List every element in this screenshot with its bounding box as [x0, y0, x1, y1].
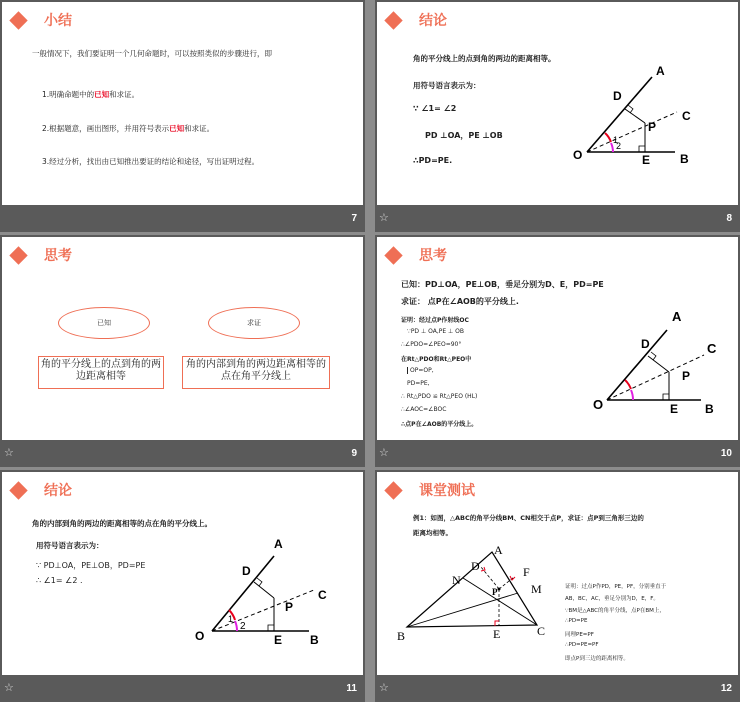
label-C: C — [318, 588, 327, 602]
proof-line-6: PD=PE, — [407, 380, 430, 387]
star-icon[interactable]: ☆ — [4, 446, 14, 459]
symbol-label: 用符号语言表示为： — [413, 81, 481, 90]
step-3: 3.经过分析，找出由已知推出要证的结论和途径，写出证明过程。 — [42, 157, 260, 166]
symbol-label: 用符号语言表示为： — [36, 541, 104, 550]
question-line-1: 例1：如图，△ABC的角平分线BM、CN相交于点P，求证：点P到三角形三边的 — [413, 514, 644, 522]
given-line: ∵ ∠1= ∠2 — [413, 104, 457, 113]
label-E: E — [670, 402, 679, 416]
page-number: 10 — [720, 448, 732, 459]
slide-thumbnail-11[interactable] — [0, 470, 365, 702]
label-B: B — [310, 633, 319, 647]
intro-text: 一般情况下，我们要证明一个几何命题时，可以按照类似的步骤进行，即 — [32, 49, 272, 58]
slide-thumbnail-9[interactable] — [0, 235, 365, 467]
proof-line-5: 同理PE=PF — [565, 632, 594, 638]
slide-canvas — [2, 2, 363, 205]
star-icon[interactable]: ☆ — [4, 681, 14, 694]
star-icon[interactable]: ☆ — [379, 681, 389, 694]
slide-thumbnail-8[interactable] — [375, 0, 740, 232]
conclusion-line: ∴ ∠1= ∠2 . — [36, 576, 83, 585]
triangle-diagram — [377, 472, 738, 675]
label-N: N — [452, 573, 461, 587]
proof-line-1: 证明：经过点P作射线OC — [401, 317, 469, 324]
slide-canvas — [377, 472, 738, 675]
label-O: O — [593, 397, 604, 412]
label-M: M — [531, 582, 542, 596]
diamond-icon — [9, 11, 27, 29]
slide-thumbnail-7[interactable] — [0, 0, 365, 232]
page-number: 11 — [346, 683, 357, 694]
label-D: D — [641, 337, 650, 351]
known-oval: 已知 — [58, 307, 150, 339]
slide-canvas — [377, 2, 738, 205]
label-angle-1: 1 — [613, 135, 619, 145]
proof-line-3: ∵BM是△ABC的角平分线，点P在BM上， — [565, 608, 665, 614]
prove-statement: 求证： 点P在∠AOB的平分线上. — [401, 297, 519, 306]
label-B: B — [397, 629, 406, 643]
proof-line-3: ∴∠PDO=∠PEO=90° — [401, 341, 462, 348]
label-E: E — [274, 633, 283, 647]
proof-line-6: ∴PD=PE=PF — [565, 642, 599, 648]
slide-thumbnail-10[interactable] — [375, 235, 740, 467]
proof-line-7: ∴ Rt△PDO ≌ Rt△PEO (HL) — [401, 393, 478, 400]
label-O: O — [573, 148, 583, 162]
question-line-2: 距离均相等。 — [413, 529, 452, 537]
label-A: A — [656, 64, 665, 78]
label-angle-2: 2 — [616, 141, 622, 151]
page-number: 12 — [720, 683, 732, 694]
slide-title: 思考 — [44, 248, 72, 264]
label-A: A — [494, 543, 503, 557]
angle-bisector-diagram — [2, 472, 363, 675]
label-P: P — [285, 600, 294, 614]
conclusion-line: ∴PD=PE. — [413, 156, 453, 165]
diamond-icon — [9, 246, 27, 264]
label-D: D — [242, 564, 251, 578]
proof-line-9: ∴点P在∠AOB的平分线上。 — [401, 421, 478, 428]
label-P: P — [682, 369, 691, 383]
proof-line-1: 证明：过点P作PD，PE，PF，分别垂直于 — [565, 584, 667, 590]
given-line-2: PD ⊥OA，PE ⊥OB — [425, 131, 503, 140]
label-E: E — [642, 153, 651, 167]
prove-box: 角的内部到角的两边距离相等的点在角平分线上 — [182, 356, 330, 389]
label-B: B — [680, 152, 689, 166]
proof-line-8: ∴∠AOC=∠BOC — [401, 406, 447, 413]
known-box: 角的平分线上的点到角的两边距离相等 — [38, 356, 164, 389]
star-icon[interactable]: ☆ — [379, 446, 389, 459]
statement: 角的平分线上的点到角的两边的距离相等。 — [413, 54, 556, 63]
slide-canvas — [2, 472, 363, 675]
step-2: 2.根据题意，画出图形，并用符号表示已知和求证。 — [42, 124, 215, 133]
label-A: A — [274, 537, 283, 551]
known-statement: 已知：PD⊥OA，PE⊥OB，垂足分别为D、E，PD=PE — [401, 280, 604, 289]
label-P: P — [648, 120, 657, 134]
label-angle-2: 2 — [240, 621, 246, 632]
proof-line-4: 在Rt△PDO和Rt△PEO中 — [401, 356, 472, 363]
slide-title: 结论 — [44, 483, 72, 499]
slide-title: 课堂测试 — [419, 483, 475, 499]
step-1: 1.明确命题中的已知和求证。 — [42, 90, 140, 99]
angle-bisector-diagram — [377, 237, 738, 440]
label-O: O — [195, 629, 205, 643]
page-number: 8 — [726, 213, 732, 224]
label-P: P — [492, 587, 498, 597]
proof-line-4: ∴PD=PE — [565, 618, 588, 624]
proof-line-2: ∵PD ⊥ OA,PE ⊥ OB — [407, 328, 465, 335]
label-C: C — [707, 341, 717, 356]
given-line: ∵ PD⊥OA，PE⊥OB，PD=PE — [36, 561, 146, 570]
label-D: D — [613, 89, 622, 103]
star-icon[interactable]: ☆ — [379, 211, 389, 224]
label-E: E — [493, 627, 501, 641]
slide-title: 结论 — [419, 13, 447, 29]
label-B: B — [705, 402, 714, 416]
angle-bisector-diagram — [377, 2, 738, 205]
slide-canvas — [2, 237, 363, 440]
proof-line-7: 即点P到三边的距离相等。 — [565, 656, 629, 662]
label-F: F — [523, 565, 530, 579]
statement: 角的内部到角的两边的距离相等的点在角的平分线上。 — [32, 519, 212, 528]
slide-canvas — [377, 237, 738, 440]
prove-oval: 求证 — [208, 307, 300, 339]
label-angle-1: 1 — [228, 614, 234, 624]
slide-title: 思考 — [419, 248, 447, 264]
label-C: C — [537, 624, 546, 638]
proof-line-5: OP=OP, — [407, 367, 434, 374]
slide-title: 小结 — [44, 13, 72, 29]
page-number: 9 — [351, 448, 357, 459]
page-number: 7 — [351, 213, 357, 224]
slide-thumbnail-12[interactable] — [375, 470, 740, 702]
label-C: C — [682, 109, 691, 123]
proof-line-2: AB，BC，AC，垂足分别为D，E，F。 — [565, 596, 659, 602]
label-A: A — [672, 309, 682, 324]
label-D: D — [471, 559, 480, 573]
